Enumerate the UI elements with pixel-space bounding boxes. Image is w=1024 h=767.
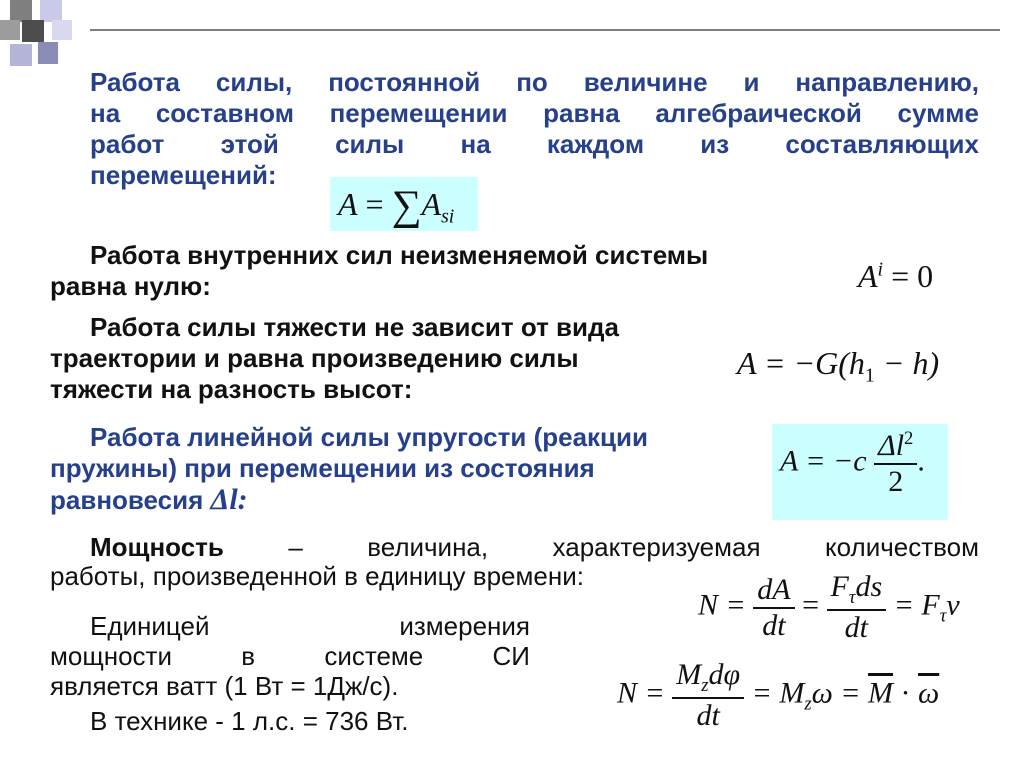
paragraph-work-composite bbox=[90, 67, 979, 191]
formula-symbol: v bbox=[946, 588, 960, 622]
text-line: равна нулю: bbox=[50, 271, 211, 301]
text-line: Работа внутренних сил неизменяемой системы bbox=[90, 240, 709, 270]
formula-symbol: $\overline{M}$ bbox=[868, 676, 894, 710]
paragraph-gravity-work bbox=[50, 312, 730, 405]
text-line: – величина, характеризуемая количеством bbox=[223, 532, 979, 562]
paragraph-spring-work bbox=[50, 422, 770, 516]
formula-symbol: A bbox=[858, 258, 878, 294]
formula-symbol: F bbox=[830, 570, 849, 603]
formula-symbol: dt bbox=[762, 608, 786, 642]
deco-square bbox=[40, 0, 62, 22]
title-rule bbox=[90, 29, 1000, 31]
formula-superscript: i bbox=[877, 258, 884, 281]
text-line: Работа силы тяжести не зависит от вида bbox=[90, 312, 619, 342]
formula-symbol: . bbox=[917, 444, 925, 478]
fraction bbox=[672, 658, 744, 733]
formula-subscript: 1 bbox=[864, 364, 875, 387]
formula-subscript: τ bbox=[939, 605, 947, 627]
formula-symbol: = 0 bbox=[883, 258, 934, 294]
formula-internal-zero bbox=[858, 258, 933, 295]
formula-gravity-work bbox=[737, 345, 939, 387]
text-line: является ватт (1 Вт = 1Дж/с). bbox=[50, 671, 399, 701]
deco-square bbox=[0, 20, 20, 40]
formula-symbol: · bbox=[893, 676, 919, 710]
formula-symbol: A = −G(h bbox=[737, 345, 865, 381]
text-line: Работа силы, постоянной по величине и направлению, bbox=[90, 67, 979, 97]
formula-sum-work bbox=[338, 182, 454, 230]
formula-subscript: z bbox=[701, 675, 709, 696]
deco-square bbox=[22, 20, 44, 42]
paragraph-si-unit bbox=[50, 611, 530, 701]
text-line: мощности в системе СИ bbox=[50, 641, 530, 671]
formula-superscript: 2 bbox=[904, 428, 914, 449]
formula-symbol: $\overline{\omega}$ bbox=[918, 676, 940, 710]
text-line: работ этой силы на каждом из составляющих bbox=[90, 129, 979, 159]
formula-symbol: N = bbox=[698, 588, 754, 622]
formula-symbol: ω = bbox=[811, 676, 869, 710]
fraction bbox=[827, 570, 887, 645]
text-line: траектории и равна произведению силы bbox=[50, 343, 579, 373]
text-line: перемещений: bbox=[90, 160, 277, 190]
text-line: пружины) при перемещении из состояния bbox=[50, 453, 595, 483]
deco-square bbox=[10, 44, 32, 66]
formula-symbol: = F bbox=[886, 588, 940, 622]
formula-subscript: si bbox=[441, 205, 455, 228]
formula-symbol: M bbox=[676, 658, 702, 691]
sum-symbol: ∑ bbox=[391, 183, 422, 229]
text-line: на составном перемещении равна алгебраической сумме bbox=[90, 98, 979, 128]
text-line: работы, произведенной в единицу времени: bbox=[50, 561, 584, 591]
text-line: тяжести на разность высот: bbox=[50, 374, 413, 404]
formula-symbol: 2 bbox=[874, 463, 917, 499]
formula-symbol: = bbox=[357, 186, 392, 222]
fraction bbox=[874, 428, 917, 499]
formula-symbol: dt bbox=[844, 611, 869, 644]
power-term: Мощность bbox=[90, 532, 224, 562]
formula-symbol: dt bbox=[696, 699, 720, 732]
paragraph-horsepower bbox=[90, 707, 550, 736]
formula-power-2 bbox=[617, 658, 939, 733]
text-line: равновесия bbox=[50, 485, 211, 515]
text-line: В технике - 1 л.с. = 736 Вт. bbox=[90, 706, 409, 736]
formula-symbol: A bbox=[338, 186, 358, 222]
formula-symbol: dφ bbox=[708, 658, 741, 691]
deco-square bbox=[52, 20, 72, 40]
formula-symbol: − h) bbox=[874, 345, 940, 381]
formula-subscript: z bbox=[804, 693, 812, 715]
formula-subscript: τ bbox=[848, 587, 856, 608]
fraction bbox=[753, 573, 794, 643]
text-line: Работа линейной силы упругости (реакции bbox=[90, 422, 649, 452]
formula-symbol: = M bbox=[744, 676, 805, 710]
formula-symbol: dA bbox=[757, 572, 791, 606]
formula-symbol: ds bbox=[855, 570, 883, 603]
formula-symbol: A = −c bbox=[780, 444, 867, 478]
formula-power-1 bbox=[698, 570, 960, 645]
deco-square bbox=[38, 42, 58, 64]
formula-symbol: N = bbox=[617, 676, 673, 710]
formula-symbol: A bbox=[421, 186, 442, 222]
delta-l-symbol: Δl: bbox=[210, 483, 248, 516]
formula-symbol: Δl bbox=[878, 429, 905, 462]
formula-spring-work bbox=[780, 428, 925, 499]
formula-symbol: = bbox=[794, 588, 827, 622]
deco-square bbox=[10, 0, 32, 22]
paragraph-internal-forces bbox=[50, 240, 825, 302]
text-line: Единицей измерения bbox=[90, 611, 530, 641]
